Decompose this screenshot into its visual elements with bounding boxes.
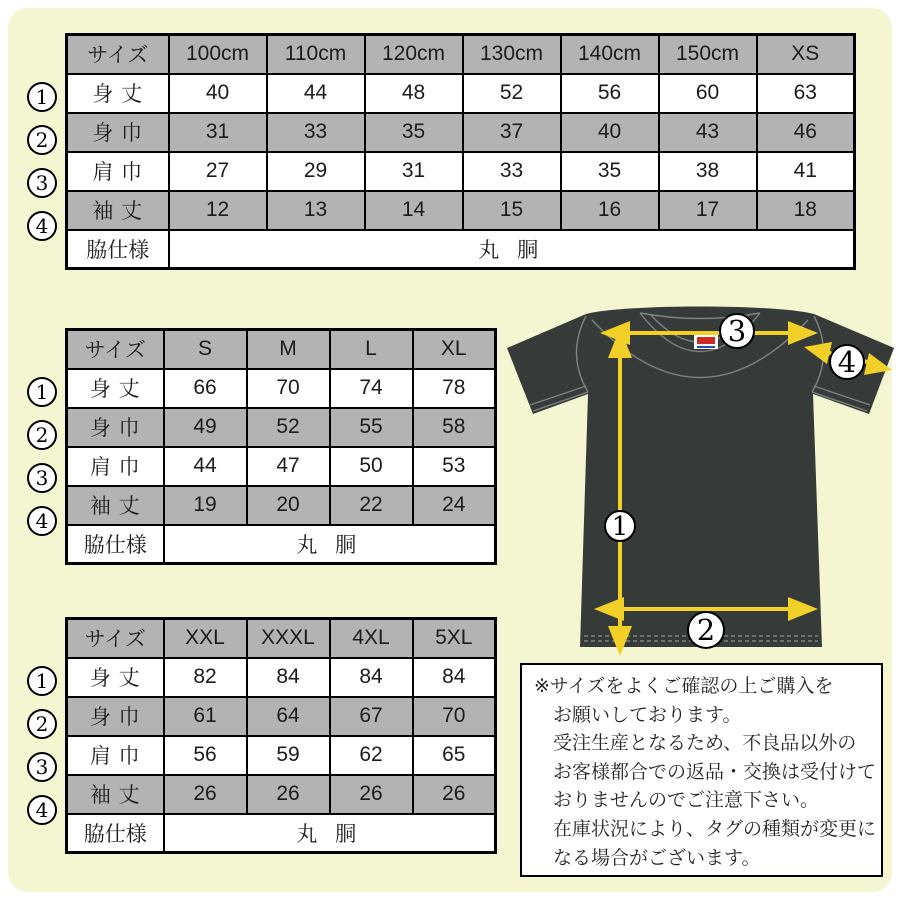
note-line: 在庫状況により、タグの種類が変更に	[553, 818, 877, 840]
size-value: 29	[267, 152, 365, 191]
size-value: 40	[169, 74, 267, 113]
row-label: 身 丈	[67, 658, 164, 697]
row-number-2: 2	[27, 709, 57, 739]
row-number-4: 4	[27, 506, 57, 536]
measurement-row	[67, 447, 496, 486]
tshirt-measurement-diagram	[500, 300, 900, 660]
column-header: 100cm	[169, 35, 267, 74]
row-label: 袖 丈	[67, 191, 169, 230]
size-value: 70	[413, 697, 496, 736]
size-value: 44	[267, 74, 365, 113]
column-header: S	[164, 330, 247, 369]
column-header: 130cm	[463, 35, 561, 74]
measurement-row	[67, 152, 855, 191]
size-value: 61	[164, 697, 247, 736]
column-header: XL	[413, 330, 496, 369]
row-label: 身 巾	[67, 697, 164, 736]
column-header: 5XL	[413, 619, 496, 658]
column-header: XXL	[164, 619, 247, 658]
size-value: 44	[164, 447, 247, 486]
size-value: 64	[247, 697, 330, 736]
row-number-3: 3	[27, 168, 57, 198]
size-header: サイズ	[67, 330, 164, 369]
size-value: 14	[365, 191, 463, 230]
size-value: 50	[330, 447, 413, 486]
measurement-row	[67, 736, 496, 775]
footer-label: 脇仕様	[67, 814, 164, 853]
note-line: なる場合がございます。	[553, 847, 761, 869]
size-value: 26	[413, 775, 496, 814]
footer-value: 丸 胴	[164, 814, 496, 853]
size-value: 37	[463, 113, 561, 152]
column-header: L	[330, 330, 413, 369]
size-value: 55	[330, 408, 413, 447]
size-value: 52	[463, 74, 561, 113]
size-value: 67	[330, 697, 413, 736]
measurement-row	[67, 369, 496, 408]
measurement-row	[67, 697, 496, 736]
column-header: 150cm	[659, 35, 757, 74]
measurement-row	[67, 775, 496, 814]
size-value: 43	[659, 113, 757, 152]
purchase-note-box	[520, 663, 883, 877]
size-value: 33	[267, 113, 365, 152]
size-value: 53	[413, 447, 496, 486]
size-value: 66	[164, 369, 247, 408]
size-value: 16	[561, 191, 659, 230]
row-label: 身 巾	[67, 113, 169, 152]
size-value: 15	[463, 191, 561, 230]
column-header: M	[247, 330, 330, 369]
row-label: 身 巾	[67, 408, 164, 447]
row-number-3: 3	[27, 463, 57, 493]
size-value: 48	[365, 74, 463, 113]
diagram-label-3: 3	[727, 314, 747, 348]
measurement-row	[67, 113, 855, 152]
size-value: 22	[330, 486, 413, 525]
row-number-2: 2	[27, 420, 57, 450]
size-value: 35	[561, 152, 659, 191]
size-value: 26	[330, 775, 413, 814]
size-value: 58	[413, 408, 496, 447]
size-value: 56	[164, 736, 247, 775]
size-value: 26	[247, 775, 330, 814]
plus-sizes	[65, 617, 497, 854]
footer-label: 脇仕様	[67, 230, 169, 269]
column-header: 110cm	[267, 35, 365, 74]
size-value: 26	[164, 775, 247, 814]
size-value: 18	[757, 191, 855, 230]
size-value: 31	[365, 152, 463, 191]
size-value: 40	[561, 113, 659, 152]
measurement-row	[67, 408, 496, 447]
diagram-label-1: 1	[611, 512, 629, 542]
measurement-row	[67, 658, 496, 697]
column-header: 140cm	[561, 35, 659, 74]
row-number-4: 4	[27, 795, 57, 825]
size-value: 84	[330, 658, 413, 697]
row-label: 袖 丈	[67, 486, 164, 525]
column-header: XS	[757, 35, 855, 74]
size-value: 70	[247, 369, 330, 408]
size-value: 19	[164, 486, 247, 525]
measurement-row	[67, 486, 496, 525]
column-header: XXXL	[247, 619, 330, 658]
footer-value: 丸 胴	[169, 230, 855, 269]
row-number-1: 1	[27, 377, 57, 407]
row-number-1: 1	[27, 82, 57, 112]
note-line: おりませんのでご注意下さい。	[553, 790, 820, 812]
size-value: 12	[169, 191, 267, 230]
size-value: 52	[247, 408, 330, 447]
size-value: 82	[164, 658, 247, 697]
size-value: 38	[659, 152, 757, 191]
size-value: 24	[413, 486, 496, 525]
size-value: 62	[330, 736, 413, 775]
size-value: 31	[169, 113, 267, 152]
row-label: 肩 巾	[67, 152, 169, 191]
column-header: 120cm	[365, 35, 463, 74]
size-table-kids	[65, 33, 856, 270]
diagram-label-2: 2	[696, 613, 716, 647]
size-value: 27	[169, 152, 267, 191]
diagram-label-4: 4	[837, 345, 857, 379]
note-line: お客様都合での返品・交換は受付けて	[553, 761, 877, 783]
size-value: 84	[413, 658, 496, 697]
note-line: ※サイズをよくご確認の上ご購入を	[534, 676, 834, 697]
row-label: 身 丈	[67, 74, 169, 113]
kids-sizes	[65, 33, 856, 270]
row-label: 袖 丈	[67, 775, 164, 814]
size-value: 46	[757, 113, 855, 152]
row-number-3: 3	[27, 752, 57, 782]
size-header: サイズ	[67, 619, 164, 658]
brand-tag-icon	[694, 334, 718, 349]
size-value: 17	[659, 191, 757, 230]
size-header: サイズ	[67, 35, 169, 74]
footer-value: 丸 胴	[164, 525, 496, 564]
row-number-4: 4	[27, 211, 57, 241]
size-value: 78	[413, 369, 496, 408]
footer-label: 脇仕様	[67, 525, 164, 564]
note-line: お願いしております。	[553, 704, 742, 726]
measurement-row	[67, 191, 855, 230]
size-value: 59	[247, 736, 330, 775]
size-value: 33	[463, 152, 561, 191]
size-value: 20	[247, 486, 330, 525]
row-label: 身 丈	[67, 369, 164, 408]
measurement-row	[67, 74, 855, 113]
row-number-1: 1	[27, 666, 57, 696]
size-value: 13	[267, 191, 365, 230]
size-table-adult	[65, 328, 497, 565]
row-number-2: 2	[27, 125, 57, 155]
adult-sizes	[65, 328, 497, 565]
column-header: 4XL	[330, 619, 413, 658]
size-value: 41	[757, 152, 855, 191]
note-line: 受注生産となるため、不良品以外の	[553, 733, 857, 755]
size-value: 56	[561, 74, 659, 113]
size-value: 35	[365, 113, 463, 152]
size-value: 47	[247, 447, 330, 486]
row-label: 肩 巾	[67, 736, 164, 775]
size-value: 74	[330, 369, 413, 408]
size-value: 65	[413, 736, 496, 775]
size-table-plus	[65, 617, 497, 854]
size-value: 60	[659, 74, 757, 113]
size-value: 84	[247, 658, 330, 697]
size-value: 49	[164, 408, 247, 447]
row-label: 肩 巾	[67, 447, 164, 486]
size-value: 63	[757, 74, 855, 113]
